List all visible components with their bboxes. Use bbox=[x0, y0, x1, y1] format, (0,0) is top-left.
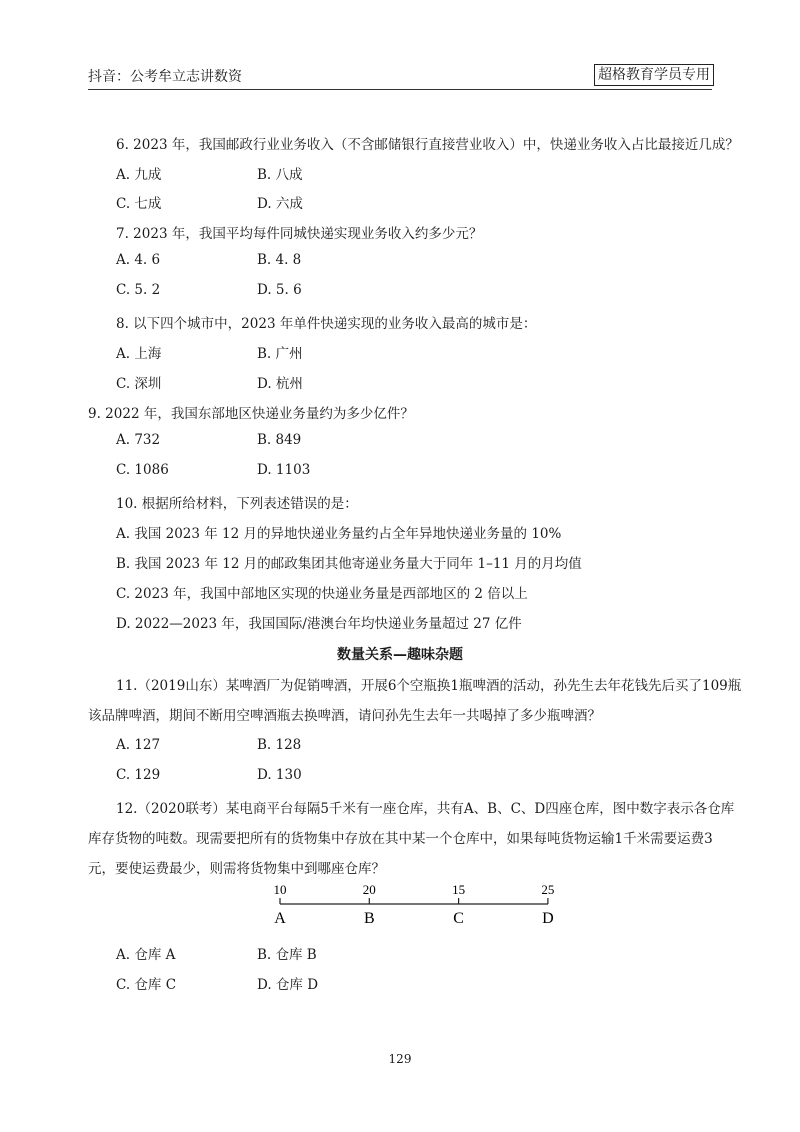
diagram-label-a: A bbox=[274, 910, 286, 927]
page-number: 129 bbox=[388, 1052, 412, 1066]
q7-option-b[interactable]: B. 4. 8 bbox=[257, 252, 302, 268]
q8-option-d[interactable]: D. 杭州 bbox=[257, 376, 303, 392]
header-source: 抖音：公考牟立志讲数资 bbox=[88, 69, 242, 85]
q10-option-d[interactable]: D. 2022—2023 年，我国国际/港澳台年均快递业务量超过 27 亿件 bbox=[116, 616, 522, 632]
question-11-stem-line-2: 该品牌啤酒，期间不断用空啤酒瓶去换啤酒，请问孙先生去年一共喝掉了多少瓶啤酒？ bbox=[88, 708, 601, 724]
q9-option-d[interactable]: D. 1103 bbox=[257, 462, 311, 478]
q7-option-d[interactable]: D. 5. 6 bbox=[257, 282, 302, 298]
diagram-tons-c: 15 bbox=[452, 882, 466, 897]
q8-option-b[interactable]: B. 广州 bbox=[257, 346, 303, 362]
question-12-stem-line-3: 元，要使运费最少，则需将货物集中到哪座仓库？ bbox=[88, 861, 385, 877]
q11-option-b[interactable]: B. 128 bbox=[257, 737, 302, 753]
q12-option-b[interactable]: B. 仓库 B bbox=[257, 947, 317, 963]
q11-option-a[interactable]: A. 127 bbox=[116, 737, 161, 753]
question-8-stem: 8. 以下四个城市中，2023 年单件快递实现的业务收入最高的城市是： bbox=[116, 316, 537, 332]
question-7-stem: 7. 2023 年，我国平均每件同城快递实现业务收入约多少元？ bbox=[116, 226, 483, 242]
question-10-stem: 10. 根据所给材料，下列表述错误的是： bbox=[116, 496, 358, 512]
header-divider bbox=[88, 89, 712, 90]
q6-option-d[interactable]: D. 六成 bbox=[257, 196, 303, 212]
diagram-label-d: D bbox=[542, 910, 554, 927]
q6-option-b[interactable]: B. 八成 bbox=[257, 167, 303, 183]
question-12-stem-line-1: 12.（2020联考）某电商平台每隔5千米有一座仓库，共有A、B、C、D四座仓库，图中数字表示各仓库 bbox=[116, 801, 735, 817]
question-6-stem: 6. 2023 年，我国邮政行业业务收入（不含邮储银行直接营业收入）中，快递业务收入占比最接近几成？ bbox=[116, 137, 739, 153]
warehouse-diagram bbox=[260, 880, 580, 930]
q9-option-a[interactable]: A. 732 bbox=[116, 432, 161, 448]
q8-option-a[interactable]: A. 上海 bbox=[116, 346, 162, 362]
question-12-stem-line-2: 库存货物的吨数。现需要把所有的货物集中存放在其中某一个仓库中，如果每吨货物运输1千米需要运费3 bbox=[88, 831, 713, 847]
diagram-label-c: C bbox=[453, 910, 464, 927]
q9-option-c[interactable]: C. 1086 bbox=[116, 462, 169, 478]
q6-option-a[interactable]: A. 九成 bbox=[116, 167, 162, 183]
diagram-label-b: B bbox=[363, 910, 375, 927]
diagram-tons-a: 10 bbox=[273, 882, 287, 897]
q6-option-c[interactable]: C. 七成 bbox=[116, 196, 162, 212]
q12-option-a[interactable]: A. 仓库 A bbox=[116, 947, 176, 963]
q11-option-c[interactable]: C. 129 bbox=[116, 767, 161, 783]
header-badge: 超格教育学员专用 bbox=[594, 64, 714, 86]
question-9-stem: 9. 2022 年，我国东部地区快递业务量约为多少亿件？ bbox=[88, 406, 414, 422]
q12-option-d[interactable]: D. 仓库 D bbox=[257, 977, 319, 993]
question-11-stem-line-1: 11.（2019山东）某啤酒厂为促销啤酒，开展6个空瓶换1瓶啤酒的活动，孙先生去年花钱先后买了109瓶 bbox=[116, 678, 742, 694]
q8-option-c[interactable]: C. 深圳 bbox=[116, 376, 162, 392]
diagram-tons-b: 20 bbox=[362, 882, 376, 897]
q11-option-d[interactable]: D. 130 bbox=[257, 767, 302, 783]
q12-option-c[interactable]: C. 仓库 C bbox=[116, 977, 177, 993]
section-title: 数量关系—趣味杂题 bbox=[337, 647, 463, 663]
q9-option-b[interactable]: B. 849 bbox=[257, 432, 302, 448]
q7-option-a[interactable]: A. 4. 6 bbox=[116, 252, 161, 268]
q10-option-b[interactable]: B. 我国 2023 年 12 月的邮政集团其他寄递业务量大于同年 1–11 月的月均值 bbox=[116, 556, 582, 572]
q7-option-c[interactable]: C. 5. 2 bbox=[116, 282, 161, 298]
q10-option-c[interactable]: C. 2023 年，我国中部地区实现的快递业务量是西部地区的 2 倍以上 bbox=[116, 586, 528, 602]
q10-option-a[interactable]: A. 我国 2023 年 12 月的异地快递业务量约占全年异地快递业务量的 10% bbox=[116, 526, 562, 542]
diagram-tons-d: 25 bbox=[541, 882, 555, 897]
